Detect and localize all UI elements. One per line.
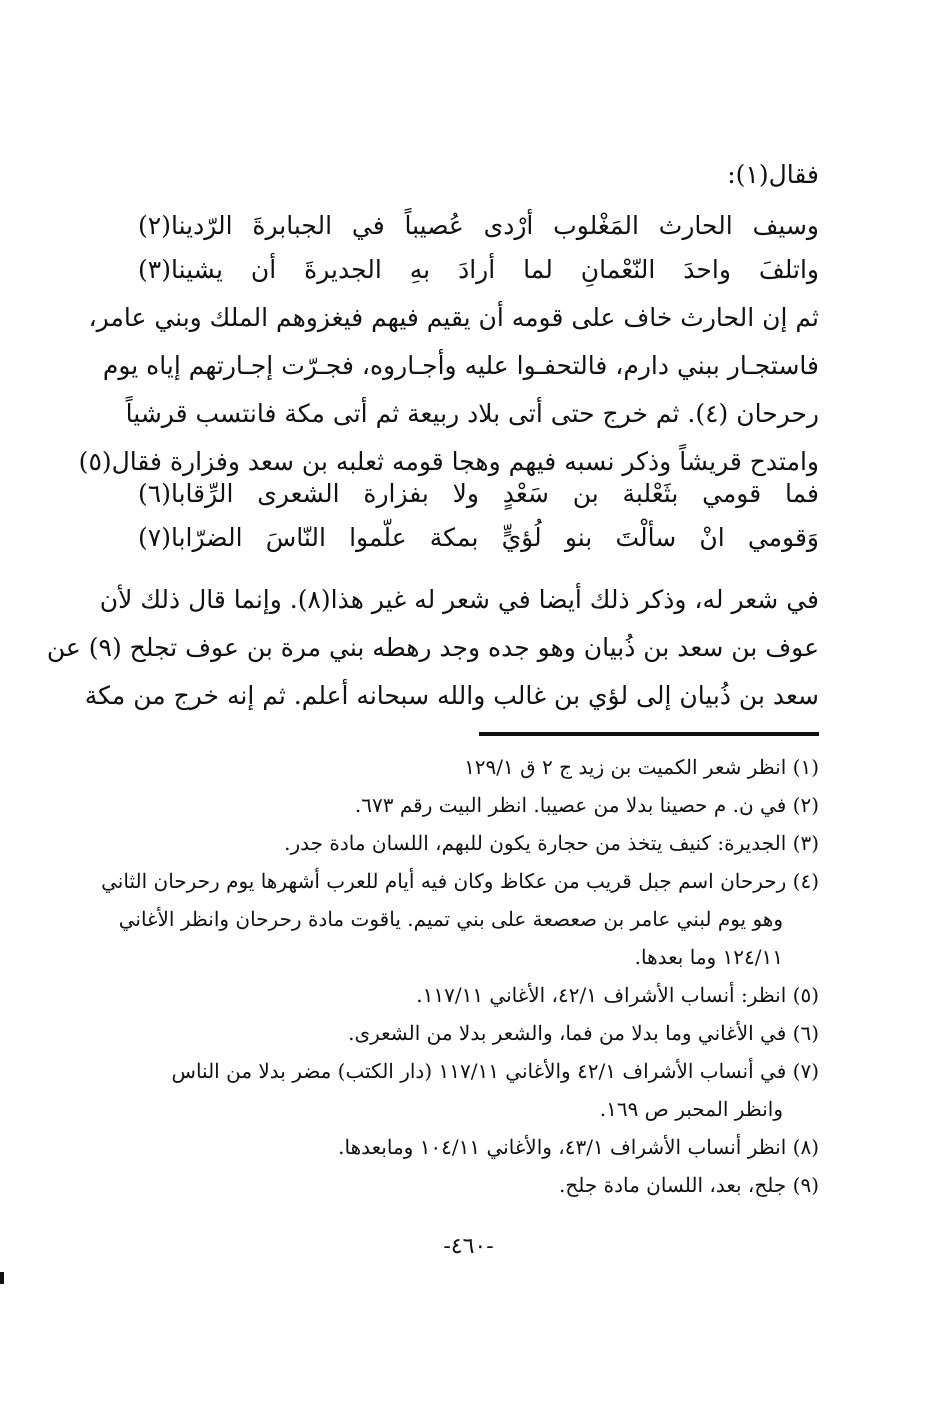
footnote-3: (٣) الجديرة: كنيف يتخذ من حجارة يكون للبهم، اللسان مادة جدر. (284, 831, 819, 855)
prose-line: سعد بن ذُبيان إلى لؤي بن غالب والله سبحانه أعلم. ثم إنه خرج من مكة (84, 681, 819, 710)
footnote-4: (٤) رحرحان اسم جبل قريب من عكاظ وكان فيه أيام للعرب أشهرها يوم رحرحان الثاني (101, 869, 819, 893)
footnote-5: (٥) انظر: أنساب الأشراف ٤٢/١، الأغاني ١١٧/١١. (416, 983, 819, 1007)
footnote-6: (٦) في الأغاني وما بدلا من فما، والشعر بدلا من الشعرى. (348, 1021, 819, 1045)
footnote-4-continued: وهو يوم لبني عامر بن صعصعة على بني تميم. ياقوت مادة رحرحان وانظر الأغاني (118, 907, 783, 931)
prose-line: رحرحان (٤). ثم خرج حتى أتى بلاد ربيعة ثم أتى مكة فانتسب قرشياً (125, 399, 819, 428)
footnote-7-continued: وانظر المحبر ص ١٦٩. (599, 1097, 783, 1121)
prose-line: ثم إن الحارث خاف على قومه أن يقيم فيهم فيغزوهم الملك وبني عامر، (88, 303, 819, 332)
prose-line: عوف بن سعد بن ذُبيان وهو جده وجد رهطه بني مرة بن عوف تجلح (٩) عن (46, 633, 819, 662)
intro-line: فقال(١): (727, 160, 819, 189)
verse-line-2: واتلفَ واحدَ النّعْمانِ لما أرادَ بهِ الجديرةَ أن يشينا(٣) (138, 255, 819, 284)
prose-block-1 (78, 294, 819, 486)
footnote-divider (479, 732, 819, 736)
footnote-2: (٢) في ن. م حصينا بدلا من عصيبا. انظر البيت رقم ٦٧٣. (354, 793, 819, 817)
scan-mark (0, 1272, 4, 1284)
prose-block-2 (46, 576, 819, 720)
prose-line: فاستجـار ببني دارم، فالتحفـوا عليه وأجـاروه، فجـرّت إجـارتهم إياه يوم (102, 351, 819, 380)
verse-line-3: فما قومي بثَعْلبة بن سَعْدٍ ولا بفزارة الشعرى الرِّقابا(٦) (138, 479, 819, 508)
page-number: -٤٦٠- (443, 1234, 494, 1259)
footnote-9: (٩) جلح، بعد، اللسان مادة جلح. (558, 1173, 819, 1197)
footnotes (101, 748, 819, 1204)
footnote-1: (١) انظر شعر الكميت بن زيد ج ٢ ق ١٢٩/١ (464, 755, 819, 779)
verse-line-1: وسيف الحارث المَغْلوب أرْدى عُصيباً في الجبابرةَ الرّدينا(٢) (138, 211, 819, 240)
prose-line: وامتدح قريشاً وذكر نسبه فيهم وهجا قومه ثعلبه بن سعد وفزارة فقال(٥) (78, 447, 819, 476)
prose-line: في شعر له، وذكر ذلك أيضا في شعر له غير هذا(٨). وإنما قال ذلك لأن (99, 585, 819, 614)
footnote-4-continued: ١٢٤/١١ وما بعدها. (634, 945, 783, 969)
footnote-7: (٧) في أنساب الأشراف ٤٢/١ والأغاني ١١٧/١١ (دار الكتب) مضر بدلا من الناس (171, 1059, 819, 1083)
verse-line-4: وَقومي انْ سألْتَ بنو لُؤيٍّ بمكة علّموا النّاسَ الضرّابا(٧) (138, 523, 819, 552)
footnote-8: (٨) انظر أنساب الأشراف ٤٣/١، والأغاني ١٠٤/١١ ومابعدها. (338, 1135, 819, 1159)
